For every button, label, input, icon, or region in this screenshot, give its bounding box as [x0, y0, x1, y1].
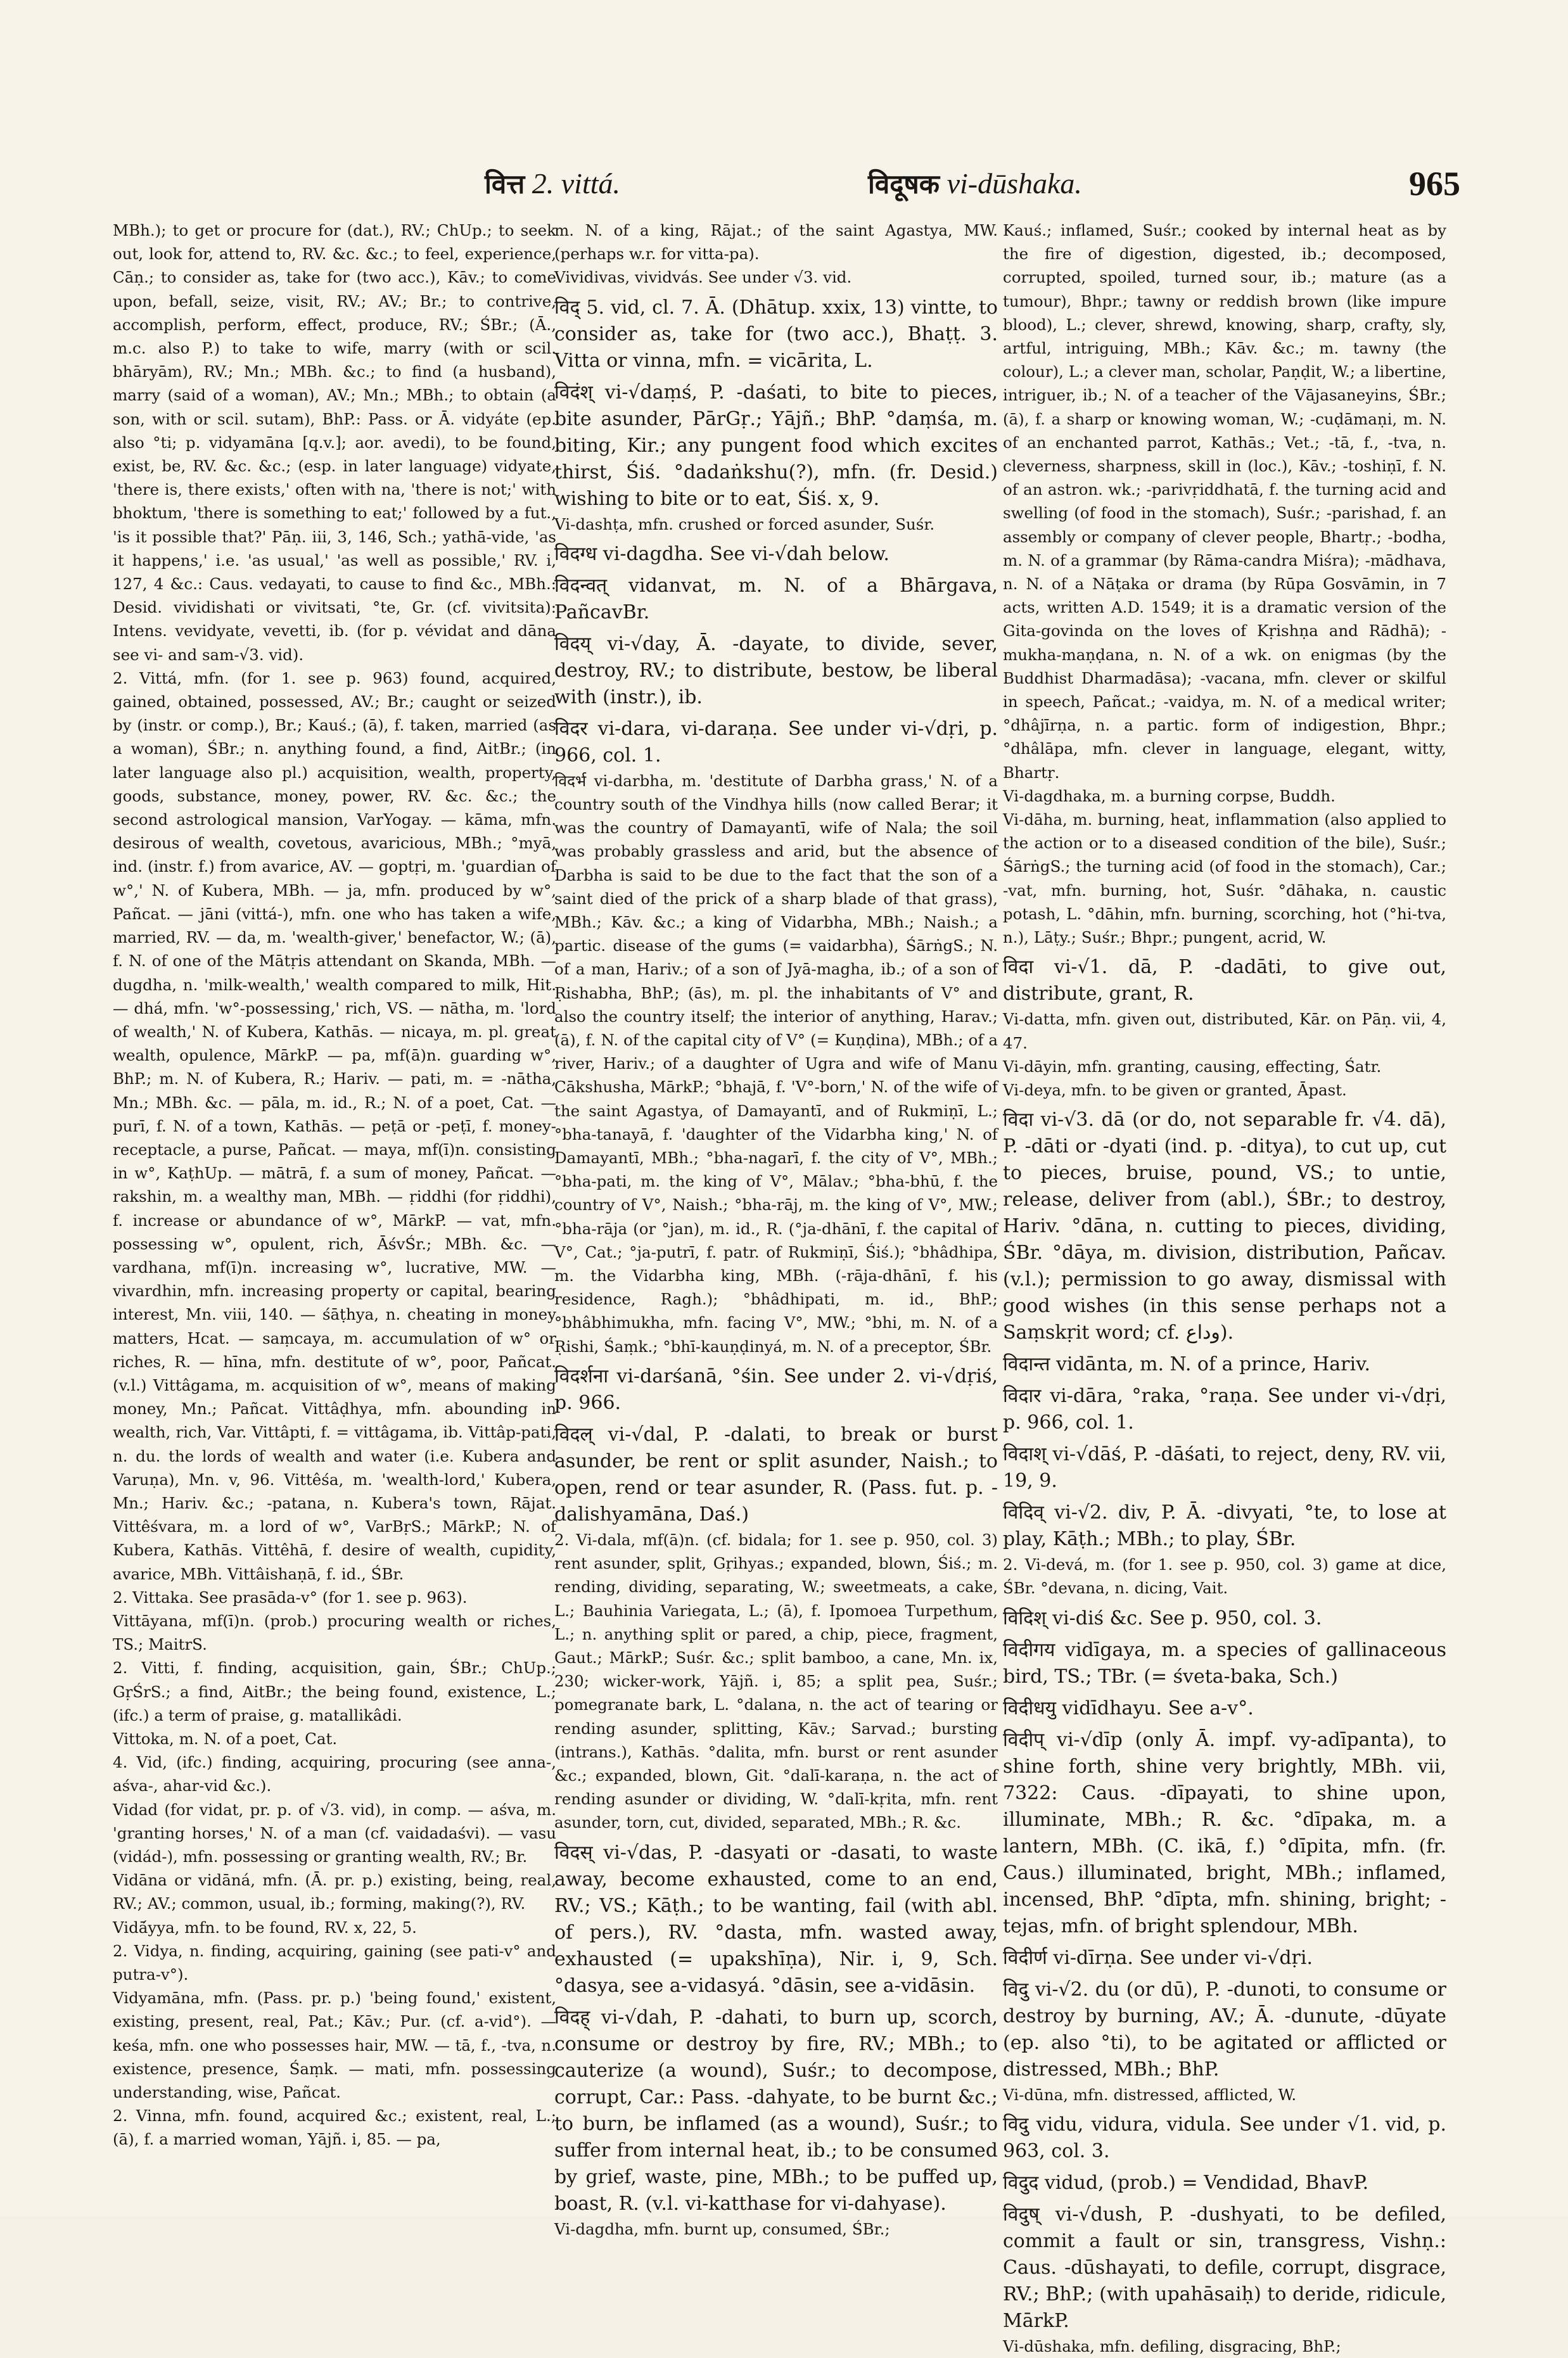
running-head-right [868, 158, 1082, 209]
dictionary-entry: विदिश् vi-diś &c. See p. 950, col. 3. [1003, 1607, 1322, 1629]
dictionary-entry: विदाश् vi-√dāś, P. -dāśati, to reject, deny, RV. vii, 19, 9. [1003, 1443, 1446, 1493]
column-2 [554, 219, 998, 2238]
running-head-left [485, 158, 620, 209]
dictionary-entry: Vividivas, vividvás. See under √3. vid. [554, 268, 852, 287]
dictionary-entry: Vi-deya, mfn. to be given or granted, Āpast. [1003, 1080, 1347, 1099]
dictionary-entry: Vi-dashṭa, mfn. crushed or forced asunder, Suśr. [554, 514, 935, 533]
dictionary-entry: Vi-dagdhaka, m. a burning corpse, Buddh. [1003, 786, 1335, 805]
dictionary-entry: विदुष् vi-√dush, P. -dushyati, to be defiled, commit a fault or sin, transgress, Vishṇ.: Caus. -dūshayati, to defile, corrupt, disgrace, RV.; BhP.; (with upahāsaiḥ) to deride, ridicule, MārkP. [1003, 2203, 1446, 2332]
dictionary-entry: विदान्त vidānta, m. N. of a prince, Hariv. [1003, 1353, 1371, 1376]
dictionary-entry: 2. Vi-dala, mf(ā)n. (cf. bidala; for 1. see p. 950, col. 3) rent asunder, split, Gṛihyas.; expanded, blown, Śiś.; m. rending, dividing, separating, W.; sweetmeats, a cake, L.; Bauhinia Variegata, L.; (ā), f. Ipomoea Turpethum, L.; n. anything split or pared, a chip, piece, fragment, Gaut.; MārkP.; Suśr. &c.; split bamboo, a cane, Mn. ix, 230; wicker-work, Yājñ. i, 85; a split pea, Suśr.; pomegranate bark, L. °dalana, n. the act of tearing or rending asunder, splitting, Kāv.; Sarvad.; bursting (intrans.), Kathās. °dalita, mfn. burst or rent asunder &c.; expanded, blown, Git. °dalī-karaṇa, n. the act of rending asunder or dividing, W. °dalī-kṛita, mfn. rent asunder, torn, cut, divided, separated, MBh.; R. &c. [554, 1530, 998, 1832]
running-head-left-text: 2. vittá. [532, 167, 621, 200]
page-number: 965 [1409, 165, 1460, 203]
dictionary-entry: विदंश् vi-√daṃś, P. -daśati, to bite to pieces, bite asunder, PārGṛ.; Yājñ.; BhP. °daṃśa, m. biting, Kir.; any pungent food which excites thirst, Śiś. °dadaṅkshu(?), mfn. (fr. Desid.) wishing to bite or to eat, Śiś. x, 9. [554, 381, 998, 510]
dictionary-entry: Vidā́yya, mfn. to be found, RV. x, 22, 5. [113, 1918, 417, 1937]
dictionary-entry: विदग्ध vi-dagdha. See vi-√dah below. [554, 542, 889, 565]
dictionary-entry: विदीगय vidīgaya, m. a species of gallinaceous bird, TS.; TBr. (= śveta-baka, Sch.) [1003, 1638, 1446, 1688]
dictionary-entry: 2. Vittá, mfn. (for 1. see p. 963) found, acquired, gained, obtained, possessed, AV.; Br.; caught or seized by (instr. or comp.), Br.; Kauś.; (ā), f. taken, married (as a woman), ŚBr.; n. anything found, a find, AitBr.; (in later language also pl.) acquisition, wealth, property, goods, substance, money, power, RV. &c. &c.; the second astrological mansion, VarYogay. — kāma, mfn. desirous of wealth, covetous, avaricious, MBh.; °myā, ind. (instr. f.) from avarice, AV. — goptṛi, m. 'guardian of w°,' N. of Kubera, MBh. — ja, mfn. produced by w°, Pañcat. — jāni (vittá-), mfn. one who has taken a wife, married, RV. — da, m. 'wealth-giver,' benefactor, W.; (ā), f. N. of one of the Mātṛis attendant on Skanda, MBh. — dugdha, n. 'milk-wealth,' wealth compared to milk, Hit. — dhá, mfn. 'w°-possessing,' rich, VS. — nātha, m. 'lord of wealth,' N. of Kubera, Kathās. — nicaya, m. pl. great wealth, opulence, MārkP. — pa, mf(ā)n. guarding w°, BhP.; m. N. of Kubera, R.; Hariv. — pati, m. = -nātha, Mn.; MBh. &c. — pāla, m. id., R.; N. of a poet, Cat. — purī, f. N. of a town, Kathās. — peṭā or -peṭī, f. money-receptacle, a purse, Pañcat. — maya, mf(ī)n. consisting in w°, KaṭhUp. — mātrā, f. a sum of money, Pañcat. — rakshin, m. a wealthy man, MBh. — ṛiddhi (for ṛiddhi), f. increase or abundance of w°, MārkP. — vat, mfn. possessing w°, opulent, rich, ĀśvŚr.; MBh. &c. — vardhana, mf(ī)n. increasing w°, lucrative, MW. — vivardhin, mfn. increasing property or capital, bearing interest, Mn. viii, 140. — śāṭhya, n. cheating in money matters, Hcat. — saṃcaya, m. accumulation of w° or riches, R. — hīna, mfn. destitute of w°, poor, Pañcat. (v.l.) Vittâgama, m. acquisition of w°, means of making money, Mn.; Pañcat. Vittâḍhya, mfn. abounding in wealth, rich, Var. Vittâpti, f. = vittâgama, ib. Vittâp-pati, n. du. the lords of wealth and water (i.e. Kubera and Varuṇa), Mn. v, 96. Vittêśa, m. 'wealth-lord,' Kubera, Mn.; Hariv. &c.; -patana, n. Kubera's town, Rājat. Vittêśvara, m. a lord of w°, VarBṛS.; MārkP.; N. of Kubera, Kathās. Vittêhā, f. desire of wealth, cupidity, avarice, MBh. Vittâishaṇā, f. id., ŚBr. [113, 668, 556, 1583]
dictionary-entry: Vi-dūna, mfn. distressed, afflicted, W. [1003, 2085, 1297, 2104]
dictionary-entry: विदा vi-√1. dā, P. -dadāti, to give out, distribute, grant, R. [1003, 956, 1446, 1005]
running-head-left-devanagari: वित्त [485, 169, 525, 200]
dictionary-entry: 2. Vitti, f. finding, acquisition, gain, ŚBr.; ChUp.; GṛŚrS.; a find, AitBr.; the being found, existence, L.; (ifc.) a term of praise, g. matallikâdi. [113, 1659, 556, 1724]
dictionary-entry: Vidad (for vidat, pr. p. of √3. vid), in comp. — aśva, m. 'granting horses,' N. of a man (cf. vaidadaśvi). — vasu (vidád-), mfn. possessing or granting wealth, RV.; Br. [113, 1800, 556, 1866]
dictionary-entry: विदन्वत् vidanvat, m. N. of a Bhārgava, PañcavBr. [554, 574, 998, 623]
dictionary-entry: Vittāyana, mf(ī)n. (prob.) procuring wealth or riches, TS.; MaitrS. [113, 1611, 556, 1654]
dictionary-entry: Vi-datta, mfn. given out, distributed, Kār. on Pāṇ. vii, 4, 47. [1003, 1010, 1446, 1052]
dictionary-entry: विदस् vi-√das, P. -dasyati or -dasati, to waste away, become exhausted, come to an end, RV.; VS.; Kāṭh.; to be wanting, fail (with abl. of pers.), RV. °dasta, mfn. wasted away, exhausted (= upakshīṇa), Nir. i, 9, Sch. °dasya, see a-vidasyá. °dāsin, see a-vidāsin. [554, 1841, 998, 1997]
running-head-right-devanagari: विदूषक [868, 169, 940, 200]
dictionary-entry: Vi-dāyin, mfn. granting, causing, effecting, Śatr. [1003, 1057, 1382, 1076]
column-1 [113, 219, 556, 2149]
dictionary-entry: विदीप् vi-√dīp (only Ā. impf. vy-adīpanta), to shine forth, shine very brightly, MBh. vii, 7322: Caus. -dīpayati, to shine upon, illuminate, MBh.; R. &c. °dīpaka, m. a lantern, MBh. (C. ikā, f.) °dīpita, mfn. (fr. Caus.) illuminated, bright, MBh.; inflamed, incensed, BhP. °dīpta, mfn. shining, bright; -tejas, mfn. of bright splendour, MBh. [1003, 1728, 1446, 1937]
dictionary-entry: 2. Vi-devá, m. (for 1. see p. 950, col. 3) game at dice, ŚBr. °devana, n. dicing, Vait. [1003, 1555, 1446, 1598]
dictionary-entry: Vidāna or vidāná, mfn. (Ā. pr. p.) existing, being, real, RV.; AV.; common, usual, ib.; forming, making(?), RV. [113, 1871, 556, 1913]
dictionary-entry: विदीधयु vidīdhayu. See a-v°. [1003, 1697, 1254, 1719]
dictionary-entry: Vittoka, m. N. of a poet, Cat. [113, 1730, 338, 1748]
dictionary-entry: MBh.); to get or procure for (dat.), RV.; ChUp.; to seek out, look for, attend to, RV. &c. &c.; to feel, experience, Cāṇ.; to consider as, take for (two acc.), Kāv.; to come upon, befall, seize, visit, RV.; AV.; Br.; to contrive, accomplish, perform, effect, produce, RV.; ŚBr.; (Ā., m.c. also P.) to take to wife, marry (with or scil. bhāryām), RV.; Mn.; MBh. &c.; to find (a husband), marry (said of a woman), AV.; Mn.; MBh.; to obtain (a son, with or scil. sutam), BhP.: Pass. or Ā. vidyáte (ep. also °ti; p. vidyamāna [q.v.]; aor. avedi), to be found, exist, be, RV. &c. &c.; (esp. in later language) vidyate, 'there is, there exists,' often with na, 'there is not;' with bhoktum, 'there is something to eat;' followed by a fut., 'is it possible that?' Pāṇ. iii, 3, 146, Sch.; yathā-vide, 'as it happens,' i.e. 'as usual,' 'as well as possible,' RV. i, 127, 4 &c.: Caus. vedayati, to cause to find &c., MBh.: Desid. vividishati or vivitsati, °te, Gr. (cf. vivitsita): Intens. vevidyate, vevetti, ib. (for p. vévidat and dāna see vi- and sam-√3. vid). [113, 221, 556, 664]
dictionary-entry: विदु vi-√2. du (or dū), P. -dunoti, to consume or destroy by burning, AV.; Ā. -dunute, -dūyate (ep. also °ti), to be agitated or afflicted or distressed, MBh.; BhP. [1003, 1978, 1446, 2081]
dictionary-entry: विदीर्ण vi-dīrṇa. See under vi-√dṛi. [1003, 1946, 1313, 1969]
dictionary-entry: विदिव् vi-√2. div, P. Ā. -divyati, °te, to lose at play, Kāṭh.; MBh.; to play, ŚBr. [1003, 1501, 1446, 1551]
dictionary-entry: 2. Vittaka. See prasāda-v° (for 1. see p. 963). [113, 1588, 468, 1607]
dictionary-entry: Vidyamāna, mfn. (Pass. pr. p.) 'being found,' existent, existing, present, real, Pat.; Kāv.; Pur. (cf. a-vid°). — keśa, mfn. one who possesses hair, MW. — tā, f., -tva, n. existence, presence, Śaṃk. — mati, mfn. possessing understanding, wise, Pañcat. [113, 1989, 556, 2102]
dictionary-entry: विदर vi-dara, vi-daraṇa. See under vi-√dṛi, p. 966, col. 1. [554, 717, 998, 767]
dictionary-entry: Vi-dāha, m. burning, heat, inflammation (also applied to the action or to a diseased condition of the bile), Suśr.; ŚārṅgS.; the turning acid (of food in the stomach), Car.; -vat, mfn. burning, hot, Suśr. °dāhaka, n. caustic potash, L. °dāhin, mfn. burning, scorching, hot (°hi-tva, n.), Lāṭy.; Suśr.; Bhpr.; pungent, acrid, W. [1003, 810, 1446, 947]
dictionary-entry: विदा vi-√3. dā (or do, not separable fr. √4. dā), P. -dāti or -dyati (ind. p. -ditya), to cut up, cut to pieces, bruise, pound, VS.; to untie, release, deliver from (abl.), ŚBr.; to destroy, Hariv. °dāna, n. cutting to pieces, dividing, ŚBr. °dāya, m. division, distribution, Pañcav. (v.l.); permission to go away, dismissal with good wishes (in this sense perhaps not a Saṃskṛit word; cf. وداع). [1003, 1109, 1446, 1344]
dictionary-entry: विद् 5. vid, cl. 7. Ā. (Dhātup. xxix, 13) vintte, to consider as, take for (two acc.), Bhaṭṭ. 3. Vitta or vinna, mfn. = vicārita, L. [554, 296, 998, 372]
dictionary-entry: Vi-dagdha, mfn. burnt up, consumed, ŚBr.; [554, 2219, 890, 2238]
dictionary-entry: Kauś.; inflamed, Suśr.; cooked by internal heat as by the fire of digestion, digested, ib.; decomposed, corrupted, spoiled, turned sour, ib.; mature (as a tumour), Bhpr.; tawny or reddish brown (like impure blood), L.; clever, shrewd, knowing, sharp, crafty, sly, artful, intriguing, MBh.; Kāv. &c.; m. tawny (the colour), L.; a clever man, scholar, Paṇḍit, W.; a libertine, intriguer, ib.; N. of a teacher of the Vājasaneyins, ŚBr.; (ā), f. a sharp or knowing woman, W.; -cuḍāmaṇi, m. N. of an enchanted parrot, Kathās.; Vet.; -tā, f., -tva, n. cleverness, sharpness, skill in (loc.), Kāv.; -toshiṇī, f. N. of an astron. wk.; -parivṛiddhatā, f. the turning acid and swelling (of food in the stomach), Suśr.; -parishad, f. an assembly or company of clever people, Bhartṛ.; -bodha, m. N. of a grammar (by Rāma-candra Miśra); -mādhava, n. N. of a Nāṭaka or drama (by Rūpa Gosvāmin, in 7 acts, written A.D. 1549; it is a dramatic version of the Gita-govinda on the loves of Kṛishṇa and Rādhā); -mukha-maṇḍana, n. N. of a wk. on enigmas (by the Buddhist Dharmadāsa); -vacana, mfn. clever or skilful in speech, Pañcat.; -vaidya, m. N. of a medical writer; °dhâjīrṇa, n. a partic. form of indigestion, Bhpr.; °dhâlāpa, mfn. clever in language, elegant, witty, Bhartṛ. [1003, 221, 1446, 782]
dictionary-entry: 2. Vinna, mfn. found, acquired &c.; existent, real, L.; (ā), f. a married woman, Yājñ. i, 85. — pa, [113, 2106, 556, 2149]
dictionary-entry: विदर्शना vi-darśanā, °śin. See under 2. vi-√dṛiś, p. 966. [554, 1365, 998, 1414]
dictionary-entry: विदय् vi-√day, Ā. -dayate, to divide, sever, destroy, RV.; to distribute, bestow, be liberal with (instr.), ib. [554, 632, 998, 708]
column-3 [1003, 219, 1446, 2355]
dictionary-entry: Vi-dūshaka, mfn. defiling, disgracing, BhP.; [1003, 2336, 1341, 2355]
dictionary-entry: विदु vidu, vidura, vidula. See under √1. vid, p. 963, col. 3. [1003, 2113, 1446, 2162]
dictionary-entry: 2. Vidya, n. finding, acquiring, gaining (see pati-v° and putra-v°). [113, 1941, 556, 1984]
dictionary-entry: m. N. of a king, Rājat.; of the saint Agastya, MW. (perhaps w.r. for vitta-pa). [554, 221, 998, 264]
dictionary-entry: 4. Vid, (ifc.) finding, acquiring, procuring (see anna-, aśva-, ahar-vid &c.). [113, 1753, 556, 1795]
dictionary-entry: विदर्भ vi-darbha, m. 'destitute of Darbha grass,' N. of a country south of the Vindhya hills (now called Berar; it was the country of Damayantī, wife of Nala; the soil was probably grassless and arid, but the absence of Darbha is said to be due to the fact that the son of a saint died of the prick of a sharp blade of that grass), MBh.; Kāv. &c.; a king of Vidarbha, MBh.; Naish.; a partic. disease of the gums (= vaidarbha), ŚārṅgS.; N. of a man, Hariv.; of a son of Jyā-magha, ib.; of a son of Ṛishabha, BhP.; (ās), m. pl. the inhabitants of V° and also the country itself; the interior of anything, Harav.; (ā), f. N. of the capital city of V° (= Kuṇḍina), MBh.; of a river, Hariv.; of a daughter of Ugra and wife of Manu Cākshusha, MārkP.; °bhajā, f. 'V°-born,' N. of the wife of the saint Agastya, of Damayantī, and of Rukmiṇī, L.; °bha-tanayā, f. 'daughter of the Vidarbha king,' N. of Damayantī, MBh.; °bha-nagarī, f. the city of V°, MBh.; °bha-pati, m. the king of V°, Mālav.; °bha-bhū, f. the country of V°, Naish.; °bha-rāj, m. the king of V°, MW.; °bha-rāja (or °jan), m. id., R. (°ja-dhānī, f. the capital of V°, Cat.; °ja-putrī, f. patr. of Rukmiṇī, Śiś.); °bhâdhipa, m. the Vidarbha king, MBh. (-rāja-dhānī, f. his residence, Ragh.); °bhâdhipati, m. id., BhP.; °bhâbhimukha, mfn. facing V°, MW.; °bhi, m. N. of a Ṛishi, Śaṃk.; °bhī-kauṇḍinyá, m. N. of a preceptor, ŚBr. [554, 771, 998, 1356]
running-head-right-text: vi-dūshaka. [947, 167, 1082, 200]
dictionary-entry: विदुद vidud, (prob.) = Vendidad, BhavP. [1003, 2171, 1369, 2194]
dictionary-entry: विदल् vi-√dal, P. -dalati, to break or burst asunder, be rent or split asunder, Naish.; to open, rend or tear asunder, R. (Pass. fut. p. -dalishyamāna, Daś.) [554, 1423, 998, 1526]
dictionary-entry: विदार vi-dāra, °raka, °raṇa. See under vi-√dṛi, p. 966, col. 1. [1003, 1385, 1446, 1434]
dictionary-entry: विदह् vi-√dah, P. -dahati, to burn up, scorch, consume or destroy by fire, RV.; MBh.; to cauterize (a wound), Suśr.; to decompose, corrupt, Car.: Pass. -dahyate, to be burnt &c.; to burn, be inflamed (as a wound), Suśr.; to suffer from internal heat, ib.; to be consumed by grief, waste, pine, MBh.; to be puffed up, boast, R. (v.l. vi-katthase for vi-dahyase). [554, 2006, 998, 2215]
